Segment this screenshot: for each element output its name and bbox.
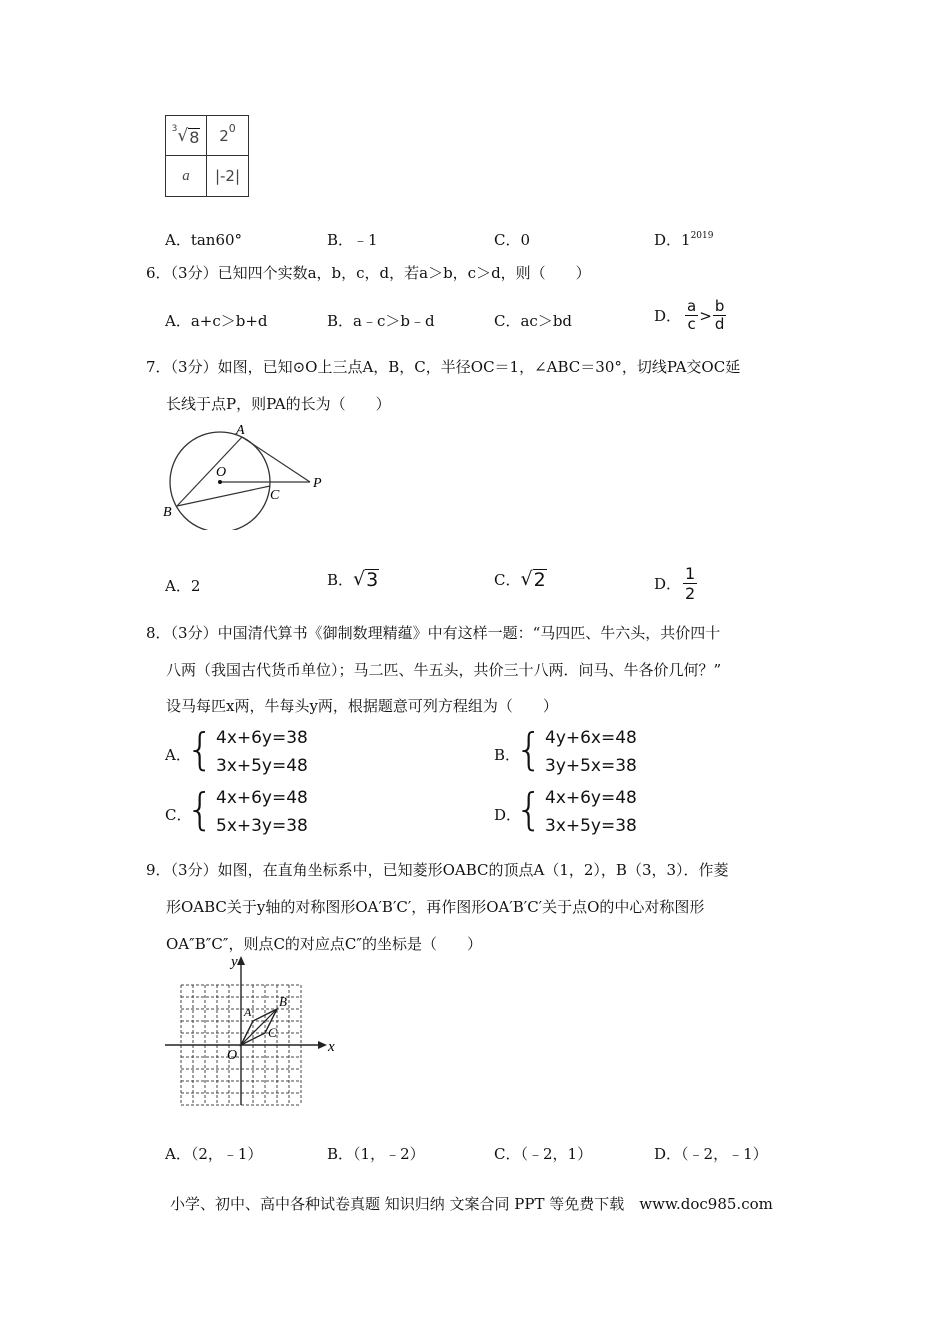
segment-bc: [177, 486, 270, 506]
grid-a-text: a: [182, 167, 190, 184]
q7-stem-line1: 7．（3分）如图，已知⊙O上三点A，B，C，半径OC＝1，∠ABC＝30°，切线PA交OC延: [146, 358, 741, 376]
grid-abs-text: |-2|: [214, 167, 241, 185]
label-x: x: [328, 1039, 335, 1055]
frac-den: d: [714, 315, 725, 333]
page-footer: 小学、初中、高中各种试卷真题 知识归纳 文案合同 PPT 等免费下载 www.doc985.com: [170, 1195, 773, 1213]
equation: 3x+5y=48: [216, 756, 308, 776]
q8-option-a-system: [186, 724, 308, 780]
center-point: [218, 480, 222, 484]
q5-option-d-exp: 2019: [690, 231, 714, 241]
y-axis-arrow-icon: [237, 956, 245, 965]
segment-ba: [177, 437, 242, 506]
fraction-b-over-d: [713, 298, 727, 333]
radicand: 2: [533, 569, 546, 591]
q7-option-d: [654, 564, 697, 603]
root-index: 3: [171, 123, 178, 134]
q8-option-a-label: A．: [165, 746, 191, 764]
value-grid-table: [165, 115, 249, 197]
q9-option-b: B．（1，﹣2）: [327, 1145, 425, 1163]
frac-den: 2: [685, 584, 696, 603]
gt-sign: >: [699, 306, 712, 325]
label-o: O: [227, 1048, 238, 1063]
equation: 3x+5y=38: [545, 816, 637, 836]
q9-option-d: D．（﹣2，﹣1）: [654, 1145, 768, 1163]
circle-tangent-figure: [160, 420, 340, 530]
q5-option-a: A．tan60°: [165, 231, 243, 249]
brace-icon: {: [515, 784, 543, 835]
q6-option-b: B．a﹣c＞b﹣d: [327, 312, 435, 330]
brace-icon: {: [186, 724, 214, 775]
q8-stem-line3: 设马每匹x两，牛每头y两，根据题意可列方程组为（ ）: [166, 697, 558, 715]
radicand: 8: [189, 127, 200, 147]
label-p: P: [313, 476, 322, 491]
q6-option-d-label: D．: [654, 307, 682, 325]
brace-icon: {: [186, 784, 214, 835]
grid-cell-cube-root: 3 √ 8: [166, 116, 207, 156]
q7-option-b: [327, 568, 379, 590]
q9-stem-line2: 形OABC关于y轴的对称图形OA′B′C′，再作图形OA′B′C′关于点O的中心对称图形: [166, 898, 705, 916]
q6-stem: 6．（3分）已知四个实数a，b，c，d，若a＞b，c＞d，则（ ）: [146, 264, 591, 282]
grid-cell-abs: [207, 156, 248, 196]
equation: 4x+6y=48: [545, 788, 637, 808]
q7-option-a: A．2: [165, 577, 201, 595]
coordinate-grid-figure: [160, 950, 345, 1110]
power-exp: 0: [228, 122, 236, 135]
q7-option-c: [494, 568, 547, 590]
q5-option-d: [654, 229, 713, 250]
q8-option-b-label: B．: [494, 746, 521, 764]
q7-option-d-label: D．: [654, 575, 682, 593]
label-c: C: [268, 1025, 277, 1040]
frac-num: 1: [685, 564, 696, 583]
label-b: B: [279, 994, 287, 1009]
label-a: A: [236, 423, 245, 438]
label-y: y: [231, 954, 238, 970]
tangent-pa: [242, 437, 310, 482]
sqrt-2: √ 2: [520, 568, 546, 591]
equation: 4y+6x=48: [545, 728, 637, 748]
q5-option-b: B．﹣1: [327, 231, 378, 249]
power-base: 2: [219, 126, 229, 145]
q8-stem-line2: 八两（我国古代货币单位）；马二匹、牛五头，共价三十八两．问马、牛各价几何？”: [166, 661, 722, 679]
q7-option-c-label: C．: [494, 570, 521, 589]
q8-option-d-system: [515, 784, 637, 840]
label-a: A: [244, 1005, 252, 1019]
equation: 4x+6y=38: [216, 728, 308, 748]
label-c: C: [270, 488, 280, 503]
q9-option-c: C．（﹣2，1）: [494, 1145, 593, 1163]
frac-num: a: [687, 297, 697, 315]
q7-option-b-label: B．: [327, 570, 354, 589]
frac-num: b: [714, 297, 725, 315]
q9-stem-line3: OA″B″C″，则点C的对应点C″的坐标是（ ）: [166, 935, 482, 953]
q9-stem-line1: 9．（3分）如图，在直角坐标系中，已知菱形OABC的顶点A（1，2），B（3，3）．作菱: [146, 861, 729, 879]
label-b: B: [163, 505, 172, 520]
q5-option-c: C．0: [494, 231, 531, 249]
radicand: 3: [366, 569, 379, 591]
q8-stem-line1: 8．（3分）中国清代算书《御制数理精蕴》中有这样一题：“马四匹、牛六头，共价四十: [146, 624, 721, 642]
x-axis-arrow-icon: [318, 1041, 327, 1049]
equation: 5x+3y=38: [216, 816, 308, 836]
label-o: O: [216, 465, 227, 480]
equation: 4x+6y=48: [216, 788, 308, 808]
q8-option-d-label: D．: [494, 806, 522, 824]
brace-icon: {: [515, 724, 543, 775]
fraction-one-half: [683, 564, 697, 603]
frac-den: c: [687, 315, 696, 333]
q5-option-d-label: D．1: [654, 231, 691, 249]
grid-cell-power: [207, 116, 248, 156]
q8-option-b-system: [515, 724, 637, 780]
equation: 3y+5x=38: [545, 756, 637, 776]
fraction-a-over-c: [685, 298, 698, 333]
grid-cell-a: [166, 156, 207, 196]
q6-option-c: C．ac＞bd: [494, 312, 573, 330]
q7-stem-line2: 长线于点P，则PA的长为（ ）: [166, 395, 391, 413]
q6-option-a: A．a+c＞b+d: [165, 312, 268, 330]
q8-option-c-label: C．: [165, 806, 192, 824]
q6-option-d: [654, 298, 726, 333]
q9-option-a: A．（2，﹣1）: [165, 1145, 263, 1163]
sqrt-3: √ 3: [353, 568, 379, 591]
q8-option-c-system: [186, 784, 308, 840]
